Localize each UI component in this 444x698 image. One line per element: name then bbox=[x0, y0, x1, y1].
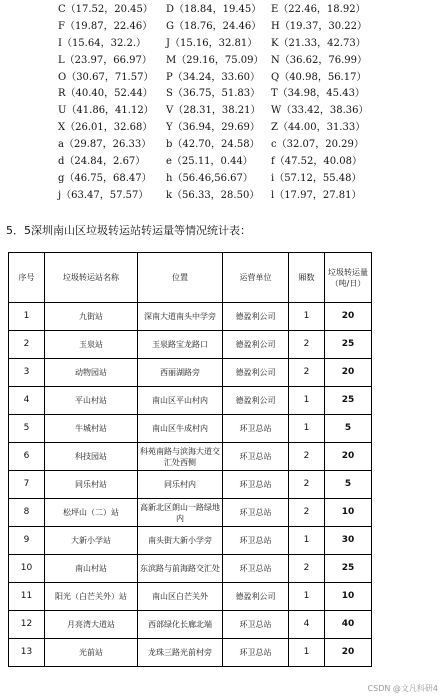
cell-index: 10 bbox=[9, 555, 45, 583]
header-transfer-volume: 垃圾转运量（吨/日） bbox=[325, 253, 372, 303]
cell-operator: 环卫总站 bbox=[223, 415, 289, 443]
cell-box-count: 4 bbox=[289, 611, 325, 639]
coordinate-item: T（34.98，45.43） bbox=[271, 88, 365, 100]
cell-station-name: 松坪山（二）站 bbox=[45, 499, 138, 527]
cell-index: 9 bbox=[9, 527, 45, 555]
table-row bbox=[9, 499, 372, 527]
cell-index: 3 bbox=[9, 359, 45, 387]
cell-operator: 德盈利公司 bbox=[223, 387, 289, 415]
cell-transfer-volume: 10 bbox=[325, 583, 372, 611]
cell-location: 南山区牛成村内 bbox=[138, 415, 223, 443]
cell-box-count: 1 bbox=[289, 527, 325, 555]
table-row bbox=[9, 387, 372, 415]
cell-transfer-volume: 20 bbox=[325, 443, 372, 471]
coordinate-row bbox=[0, 70, 444, 87]
coordinate-row bbox=[0, 53, 444, 70]
cell-station-name: 光前站 bbox=[45, 639, 138, 667]
coordinate-row bbox=[0, 103, 444, 120]
table-row bbox=[9, 639, 372, 667]
cell-transfer-volume: 5 bbox=[325, 415, 372, 443]
cell-transfer-volume: 10 bbox=[325, 499, 372, 527]
cell-box-count: 1 bbox=[289, 303, 325, 331]
cell-box-count: 1 bbox=[289, 583, 325, 611]
coordinate-row bbox=[0, 86, 444, 103]
cell-box-count: 1 bbox=[289, 415, 325, 443]
cell-station-name: 玉泉站 bbox=[45, 331, 138, 359]
cell-location: 西丽湖路旁 bbox=[138, 359, 223, 387]
header-station-name: 垃圾转运站名称 bbox=[45, 253, 138, 303]
cell-transfer-volume: 25 bbox=[325, 555, 372, 583]
cell-box-count: 2 bbox=[289, 471, 325, 499]
cell-index: 6 bbox=[9, 443, 45, 471]
table-row bbox=[9, 331, 372, 359]
cell-location: 南山区平山村内 bbox=[138, 387, 223, 415]
table-row bbox=[9, 359, 372, 387]
cell-index: 1 bbox=[9, 303, 45, 331]
cell-operator: 环卫总站 bbox=[223, 555, 289, 583]
cell-station-name: 南山村站 bbox=[45, 555, 138, 583]
coordinate-item: e（25.11，0.44） bbox=[166, 156, 253, 168]
coordinate-item: j（63.47，57.57） bbox=[58, 189, 149, 201]
cell-station-name: 九街站 bbox=[45, 303, 138, 331]
table-header-row bbox=[9, 253, 372, 303]
cell-box-count: 2 bbox=[289, 499, 325, 527]
coordinate-item: g（46.75，68.47） bbox=[58, 172, 152, 184]
cell-operator: 环卫总站 bbox=[223, 611, 289, 639]
cell-location: 龙珠三路光前村旁 bbox=[138, 639, 223, 667]
cell-index: 8 bbox=[9, 499, 45, 527]
coordinate-item: Y（36.94，29.69） bbox=[166, 122, 260, 134]
coordinate-row bbox=[0, 154, 444, 171]
cell-transfer-volume: 30 bbox=[325, 527, 372, 555]
coordinate-item: N（36.62，76.99） bbox=[271, 54, 368, 66]
coordinate-item: M（29.16，75.09） bbox=[166, 54, 264, 66]
table-row bbox=[9, 555, 372, 583]
table-row bbox=[9, 303, 372, 331]
coordinate-item: i（57.12，55.48） bbox=[271, 172, 362, 184]
cell-location: 深南大道南头中学旁 bbox=[138, 303, 223, 331]
cell-location: 同乐村内 bbox=[138, 471, 223, 499]
table-row bbox=[9, 527, 372, 555]
cell-station-name: 大新小学站 bbox=[45, 527, 138, 555]
cell-transfer-volume: 20 bbox=[325, 359, 372, 387]
cell-transfer-volume: 5 bbox=[325, 471, 372, 499]
coordinate-item: b（42.70，24.58） bbox=[166, 139, 260, 151]
coordinate-item: k（56.33，28.50） bbox=[166, 189, 260, 201]
coordinate-item: K（21.33，42.73） bbox=[271, 37, 366, 49]
cell-operator: 德盈利公司 bbox=[223, 303, 289, 331]
table-row bbox=[9, 471, 372, 499]
coordinate-item: O（30.67，71.57） bbox=[58, 71, 154, 83]
coordinate-row bbox=[0, 36, 444, 53]
section-heading: 5．5深圳南山区垃圾转运站转运量等情况统计表： bbox=[6, 224, 251, 237]
cell-operator: 环卫总站 bbox=[223, 443, 289, 471]
coordinate-item: l（17.97，27.81） bbox=[271, 189, 362, 201]
coordinate-row bbox=[0, 120, 444, 137]
cell-location: 高新北区朗山一路绿地内 bbox=[138, 499, 223, 527]
table-row bbox=[9, 583, 372, 611]
header-operator: 运营单位 bbox=[223, 253, 289, 303]
coordinate-row bbox=[0, 137, 444, 154]
coordinate-item: J（15.16，32.81） bbox=[166, 37, 258, 49]
coordinate-item: I（15.64，32.2.） bbox=[58, 37, 147, 49]
coordinate-item: Z（44.00，31.33） bbox=[271, 122, 366, 134]
cell-location: 南山区白芒关外 bbox=[138, 583, 223, 611]
coordinate-item: L（23.97，66.97） bbox=[58, 54, 152, 66]
coordinate-item: V（28.31，38.21） bbox=[166, 105, 261, 117]
cell-box-count: 1 bbox=[289, 387, 325, 415]
cell-index: 11 bbox=[9, 583, 45, 611]
table-row bbox=[9, 611, 372, 639]
cell-location: 东滨路与前海路交汇处 bbox=[138, 555, 223, 583]
cell-operator: 德盈利公司 bbox=[223, 583, 289, 611]
coordinate-list bbox=[0, 2, 444, 205]
cell-transfer-volume: 20 bbox=[325, 303, 372, 331]
coordinate-item: P（34.24，33.60） bbox=[166, 71, 260, 83]
transfer-station-table bbox=[8, 252, 372, 667]
cell-index: 4 bbox=[9, 387, 45, 415]
cell-index: 2 bbox=[9, 331, 45, 359]
coordinate-item: R（40.40，52.44） bbox=[58, 88, 153, 100]
header-index: 序号 bbox=[9, 253, 45, 303]
cell-transfer-volume: 20 bbox=[325, 639, 372, 667]
cell-location: 科苑南路与滨海大道交汇处西侧 bbox=[138, 443, 223, 471]
cell-operator: 环卫总站 bbox=[223, 527, 289, 555]
cell-station-name: 动物园站 bbox=[45, 359, 138, 387]
coordinate-item: D（18.84，19.45） bbox=[166, 4, 262, 15]
coordinate-row bbox=[0, 171, 444, 188]
cell-operator: 德盈利公司 bbox=[223, 359, 289, 387]
cell-box-count: 2 bbox=[289, 359, 325, 387]
cell-box-count: 2 bbox=[289, 443, 325, 471]
table-row bbox=[9, 443, 372, 471]
coordinate-item: h（56.46,56.67） bbox=[166, 172, 253, 184]
coordinate-item: E（22.46，18.92） bbox=[271, 4, 366, 15]
coordinate-row bbox=[0, 19, 444, 36]
cell-station-name: 月亮湾大道站 bbox=[45, 611, 138, 639]
coordinate-item: X（26.01，32.68） bbox=[58, 122, 153, 134]
cell-transfer-volume: 40 bbox=[325, 611, 372, 639]
coordinate-row bbox=[0, 188, 444, 205]
coordinate-item: H（19.37，30.22） bbox=[271, 20, 367, 32]
coordinate-item: c（32.07，20.29） bbox=[271, 139, 364, 151]
cell-station-name: 科技园站 bbox=[45, 443, 138, 471]
cell-location: 玉泉路宝龙路口 bbox=[138, 331, 223, 359]
cell-index: 13 bbox=[9, 639, 45, 667]
coordinate-item: f（47.52，40.08） bbox=[271, 156, 362, 168]
cell-box-count: 2 bbox=[289, 331, 325, 359]
coordinate-item: d（24.84，2.67） bbox=[58, 156, 146, 168]
cell-station-name: 同乐村站 bbox=[45, 471, 138, 499]
cell-operator: 环卫总站 bbox=[223, 499, 289, 527]
cell-station-name: 牛城村站 bbox=[45, 415, 138, 443]
coordinate-item: S（36.75，51.83） bbox=[166, 88, 261, 100]
cell-operator: 环卫总站 bbox=[223, 639, 289, 667]
cell-index: 5 bbox=[9, 415, 45, 443]
coordinate-row bbox=[0, 2, 444, 19]
table-row bbox=[9, 415, 372, 443]
cell-transfer-volume: 25 bbox=[325, 331, 372, 359]
cell-index: 7 bbox=[9, 471, 45, 499]
cell-station-name: 阳光（白芒关外）站 bbox=[45, 583, 138, 611]
coordinate-item: Q（40.98，56.17） bbox=[271, 71, 367, 83]
header-box-count: 厢数 bbox=[289, 253, 325, 303]
coordinate-item: G（18.76，24.46） bbox=[166, 20, 262, 32]
cell-box-count: 2 bbox=[289, 555, 325, 583]
cell-station-name: 平山村站 bbox=[45, 387, 138, 415]
coordinate-item: W（33.42，38.36） bbox=[271, 105, 369, 117]
cell-box-count: 1 bbox=[289, 639, 325, 667]
coordinate-item: a（29.87，26.33） bbox=[58, 139, 152, 151]
coordinate-item: C（17.52，20.45） bbox=[58, 4, 153, 15]
cell-location: 西部绿化长廊北端 bbox=[138, 611, 223, 639]
cell-operator: 环卫总站 bbox=[223, 471, 289, 499]
cell-transfer-volume: 25 bbox=[325, 387, 372, 415]
cell-location: 南头街大新小学旁 bbox=[138, 527, 223, 555]
cell-index: 12 bbox=[9, 611, 45, 639]
coordinate-item: U（41.86，41.12） bbox=[58, 105, 154, 117]
cell-operator: 德盈利公司 bbox=[223, 331, 289, 359]
watermark: CSDN @文凡科研4 bbox=[367, 684, 438, 693]
header-location: 位置 bbox=[138, 253, 223, 303]
coordinate-item: F（19.87，22.46） bbox=[58, 20, 153, 32]
